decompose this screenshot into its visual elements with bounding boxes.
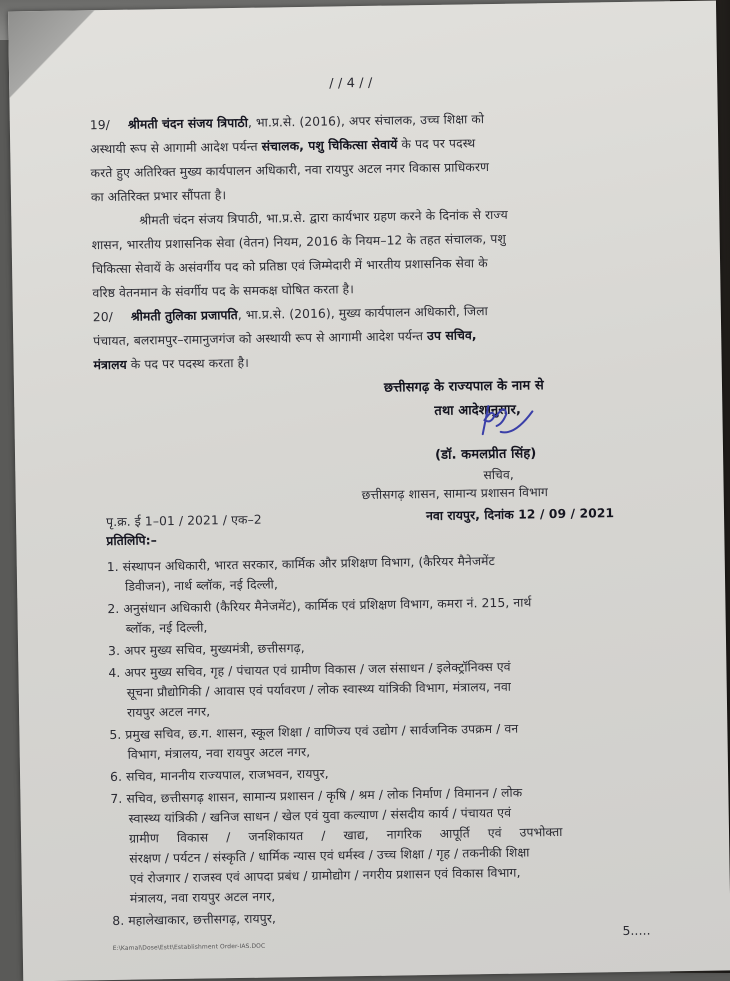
copy-item-num: 5. [109, 727, 122, 743]
para-19-sub-line-4: वरिष्ठ वेतनमान के संवर्गीय पद के समकक्ष घोषित करता है। [92, 282, 355, 301]
para-20-line-3-text: के पद पर पदस्थ करता है। [130, 355, 250, 372]
footer-file-path: E:\Kamal\Dose\Estt\Establishment Order-IAS.DOC [112, 942, 266, 953]
copy-item-num: 1. [106, 559, 119, 575]
copy-item-text: सचिव, छत्तीसगढ़ शासन, सामान्य प्रशासन / कृषि / श्रम / लोक निर्माण / विमानन / लोक [126, 785, 523, 806]
folded-corner [8, 10, 109, 102]
copy-item-6 [110, 765, 329, 785]
copy-item-text: अपर मुख्य सचिव, मुख्यमंत्री, छत्तीसगढ़, [123, 640, 305, 658]
para-19-line-2-rest: के पद पर पदस्थ [401, 136, 476, 152]
copy-item-4-line-3: रायपुर अटल नगर, [126, 704, 211, 720]
post-19: संचालक, पशु चिकित्सा सेवायें [261, 137, 398, 154]
endorsement-reference: पृ.क्र. ई 1–01 / 2021 / एक–2 [105, 512, 262, 530]
copy-item-7-line-6: मंत्रालय, नवा रायपुर अटल नगर, [129, 889, 276, 906]
copy-item-4-line-1 [108, 658, 510, 681]
copy-item-7-line-2: स्वास्थ्य यांत्रिकी / खनिज साधन / खेल एवं युवा कल्याण / संसदीय कार्य / पंचायत एवं [128, 805, 512, 826]
para-20-line-1-text: , भा.प्र.से. (2016), मुख्य कार्यपालन अधिकारी, जिला [237, 304, 488, 322]
copy-heading: प्रतिलिपि:– [106, 533, 158, 549]
copy-item-8 [112, 909, 276, 929]
officer-name-19: श्रीमती चंदन संजय त्रिपाठी [127, 115, 249, 132]
para-20-line-3 [93, 354, 249, 373]
copy-item-2-line-1 [107, 593, 531, 617]
copy-item-text: संस्थापन अधिकारी, भारत सरकार, कार्मिक और प्रशिक्षण विभाग, (कैरियर मैनेजमेंट [122, 553, 495, 574]
copy-item-7-line-4: संरक्षण / पर्यटन / संस्कृति / धार्मिक न्यास एवं धर्मस्व / उच्च शिक्षा / गृह / तकनीकी शिक्षा [129, 845, 530, 866]
signatory-department: छत्तीसगढ़ शासन, सामान्य प्रशासन विभाग [361, 485, 549, 503]
copy-item-1-line-1 [107, 552, 495, 575]
copy-item-text: महालेखाकार, छत्तीसगढ़, रायपुर, [128, 911, 277, 928]
para-19-number: 19/ [89, 117, 111, 133]
copy-item-text: प्रमुख सचिव, छ.ग. शासन, स्कूल शिक्षा / वाणिज्य एवं उद्योग / सार्वजनिक उपक्रम / वन [125, 721, 519, 742]
para-20-line-2-text: पंचायत, बलरामपुर–रामानुजगंज को अस्थायी रूप से आगामी आदेश पर्यन्त [93, 329, 424, 349]
copy-item-5-line-2: विभाग, मंत्रालय, नवा रायपुर अटल नगर, [127, 744, 311, 762]
officer-name-20: श्रीमती तुलिका प्रजापति [130, 307, 238, 324]
signatory-designation: सचिव, [483, 467, 514, 483]
governor-order-line-2: तथा आदेशानुसार, [434, 402, 522, 419]
copy-item-3 [108, 639, 305, 659]
para-19-sub-line-3: चिकित्सा सेवायें के असंवर्गीय पद को प्रतिष्ठा एवं जिम्मेदारी में भारतीय प्रशासनिक सेवा के [91, 256, 488, 277]
para-19-line-2-text: अस्थायी रूप से आगामी आदेश पर्यन्त [90, 139, 258, 157]
endorsement-place-date: नवा रायपुर, दिनांक 12 / 09 / 2021 [425, 506, 615, 524]
document-page [8, 0, 730, 981]
signature-mark [474, 401, 537, 438]
copy-item-num: 6. [109, 769, 123, 785]
copy-item-2-line-2: ब्लॉक, नई दिल्ली, [125, 620, 208, 636]
para-19-line-2 [90, 134, 475, 157]
copy-item-text: अनुसंधान अधिकारी (कैरियर मैनेजमेंट), कार्मिक एवं प्रशिक्षण विभाग, कमरा नं. 215, नार्थ [123, 595, 532, 616]
para-19-line-3: करते हुए अतिरिक्त मुख्य कार्यपालन अधिकारी, नवा रायपुर अटल नगर विकास प्राधिकरण [90, 160, 490, 181]
continued-marker: 5..... [622, 923, 651, 939]
page-marker: / / 4 / / [329, 75, 373, 92]
copy-item-num: 8. [112, 913, 125, 929]
para-19-sub-line-2: शासन, भारतीय प्रशासनिक सेवा (वेतन) नियम, 2016 के नियम–12 के तहत संचालक, पशु [91, 231, 506, 253]
copy-item-5-line-1 [109, 720, 518, 743]
copy-item-text: अपर मुख्य सचिव, गृह / पंचायत एवं ग्रामीण विकास / जल संसाधन / इलेक्ट्रॉनिक्स एवं [124, 659, 511, 680]
copy-item-text: सचिव, माननीय राज्यपाल, राजभवन, रायपुर, [125, 766, 329, 784]
copy-item-1-line-2: डिवीजन), नार्थ ब्लॉक, नई दिल्ली, [124, 577, 279, 594]
copy-item-7-line-1 [110, 784, 522, 807]
para-20-number: 20/ [92, 309, 114, 325]
copy-item-7-line-3: ग्रामीण विकास / जनशिकायत / खाद्य, नागरिक आपूर्ति एवं उपभोक्ता [128, 824, 563, 846]
copy-item-num: 2. [107, 601, 120, 617]
copy-item-num: 7. [110, 791, 123, 807]
para-20-line-1 [93, 302, 488, 325]
governor-order-line-1: छत्तीसगढ़ के राज्यपाल के नाम से [383, 378, 544, 396]
copy-item-7-line-5: एवं रोजगार / राजस्व एवं आपदा प्रबंध / ग्रामोद्योग / नगरीय प्रशासन एवं विकास विभाग, [129, 865, 521, 886]
para-19-line-1 [90, 110, 485, 133]
para-20-line-2 [93, 326, 477, 349]
copy-item-num: 3. [107, 643, 121, 659]
signatory-name: (डॉ. कमलप्रीत सिंह) [434, 446, 537, 463]
copy-item-num: 4. [108, 665, 121, 681]
para-19-line-4: का अतिरिक्त प्रभार सौंपता है। [90, 188, 227, 205]
post-20-cont: मंत्रालय [93, 357, 127, 373]
para-19-sub-line-1: श्रीमती चंदन संजय त्रिपाठी, भा.प्र.से. द्वारा कार्यभार ग्रहण करने के दिनांक से राज्य [139, 207, 508, 228]
post-20: उप सचिव, [427, 328, 477, 344]
copy-item-4-line-2: सूचना प्रौद्योगिकी / आवास एवं पर्यावरण / लोक स्वास्थ्य यांत्रिकी विभाग, मंत्रालय, नवा [126, 679, 512, 700]
para-19-line-1-text: , भा.प्र.से. (2016), अपर संचालक, उच्च शिक्षा को [247, 112, 485, 130]
